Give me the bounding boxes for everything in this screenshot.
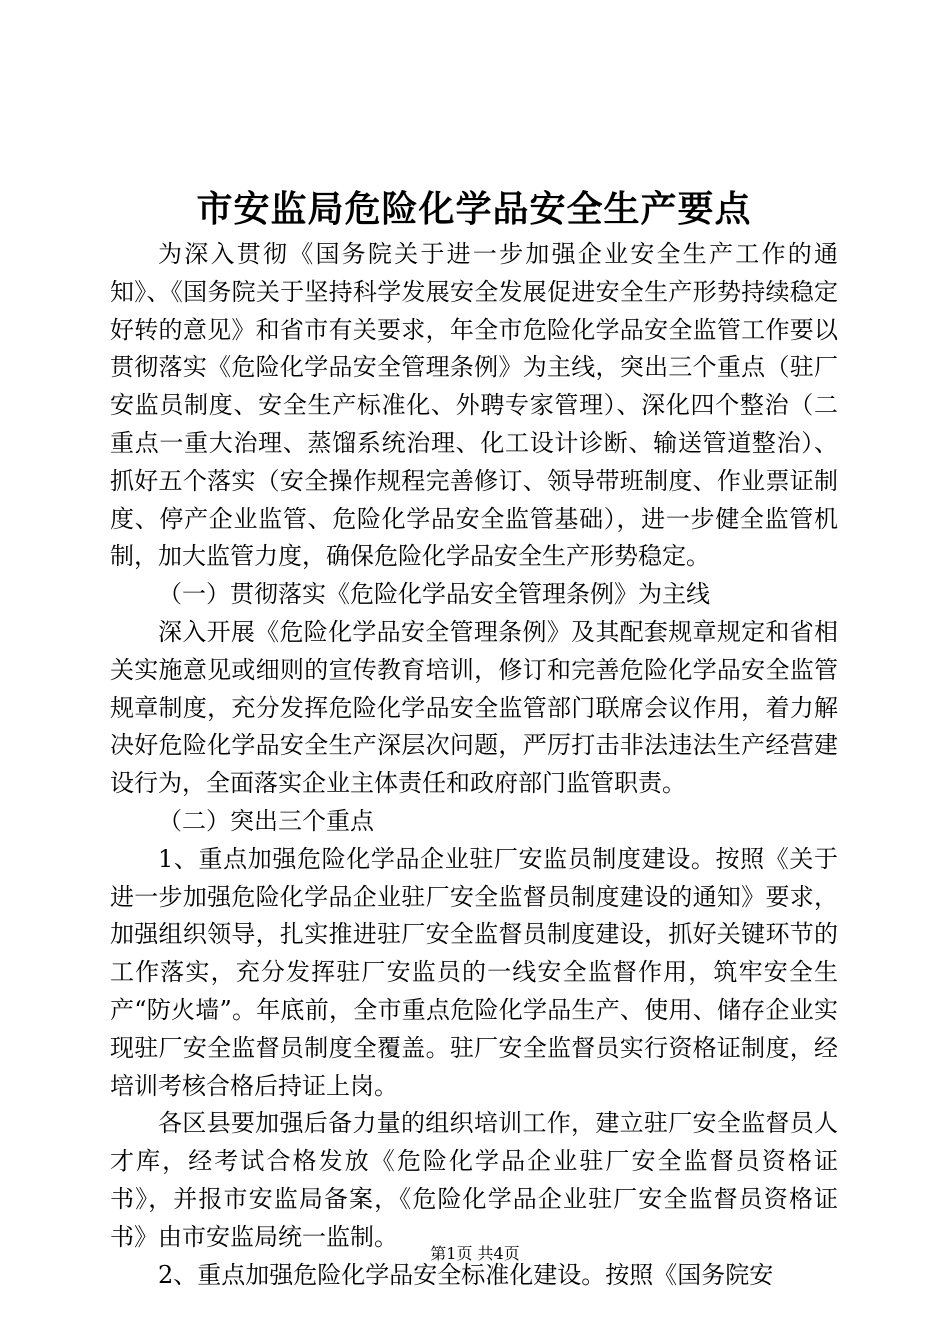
page-footer: 第1页 共4页 — [430, 1244, 520, 1263]
section-heading-2: （二）突出三个重点 — [158, 806, 374, 835]
document-body — [110, 236, 838, 1294]
intro-paragraph: 为深入贯彻《国务院关于进一步加强企业安全生产工作的通知》、《国务院关于坚持科学发展安全发展促进安全生产形势持续稳定好转的意见》和省市有关要求，年全市危险化学品安全监管工作要以贯彻落实《危险化学品安全管理条例》为主线，突出三个重点（驻厂安监员制度、安全生产标准化、外聘专家管理）、深化四个整治（二重点一重大治理、蒸馏系统治理、化工设计诊断、输送管道整治）、抓好五个落实（安全操作规程完善修订、领导带班制度、作业票证制度、停产企业监管、危险化学品安全监管基础），进一步健全监管机制，加大监管力度，确保危险化学品安全生产形势稳定。 — [110, 240, 838, 571]
section-2-item-1-paragraph: 1、重点加强危险化学品企业驻厂安监员制度建设。按照《关于进一步加强危险化学品企业驻厂安全监督员制度建设的通知》要求，加强组织领导，扎实推进驻厂安全监督员制度建设，抓好关键环节的工作落实，充分发挥驻厂安监员的一线安全监督作用，筑牢安全生产“防火墙”。年底前，全市重点危险化学品生产、使用、储存企业实现驻厂安全监督员制度全覆盖。驻厂安全监督员实行资格证制度，经培训考核合格后持证上岗。 — [110, 844, 838, 1100]
section-1-paragraph: 深入开展《危险化学品安全管理条例》及其配套规章规定和省相关实施意见或细则的宣传教育培训，修订和完善危险化学品安全监管规章制度，充分发挥危险化学品安全监管部门联席会议作用，着力解决好危险化学品安全生产深层次问题，严厉打击非法违法生产经营建设行为，全面落实企业主体责任和政府部门监管职责。 — [110, 617, 838, 798]
section-heading-1: （一）贯彻落实《危险化学品安全管理条例》为主线 — [158, 580, 710, 609]
section-2-item-2-paragraph: 2、重点加强危险化学品安全标准化建设。按照《国务院安 — [158, 1260, 774, 1289]
document-title: 市安监局危险化学品安全生产要点 — [196, 188, 752, 230]
section-2-item-1-followup-paragraph: 各区县要加强后备力量的组织培训工作，建立驻厂安全监督员人才库，经考试合格发放《危险化学品企业驻厂安全监督员资格证书》，并报市安监局备案，《危险化学品企业驻厂安全监督员资格证书》由市安监局统一监制。 — [110, 1109, 838, 1251]
